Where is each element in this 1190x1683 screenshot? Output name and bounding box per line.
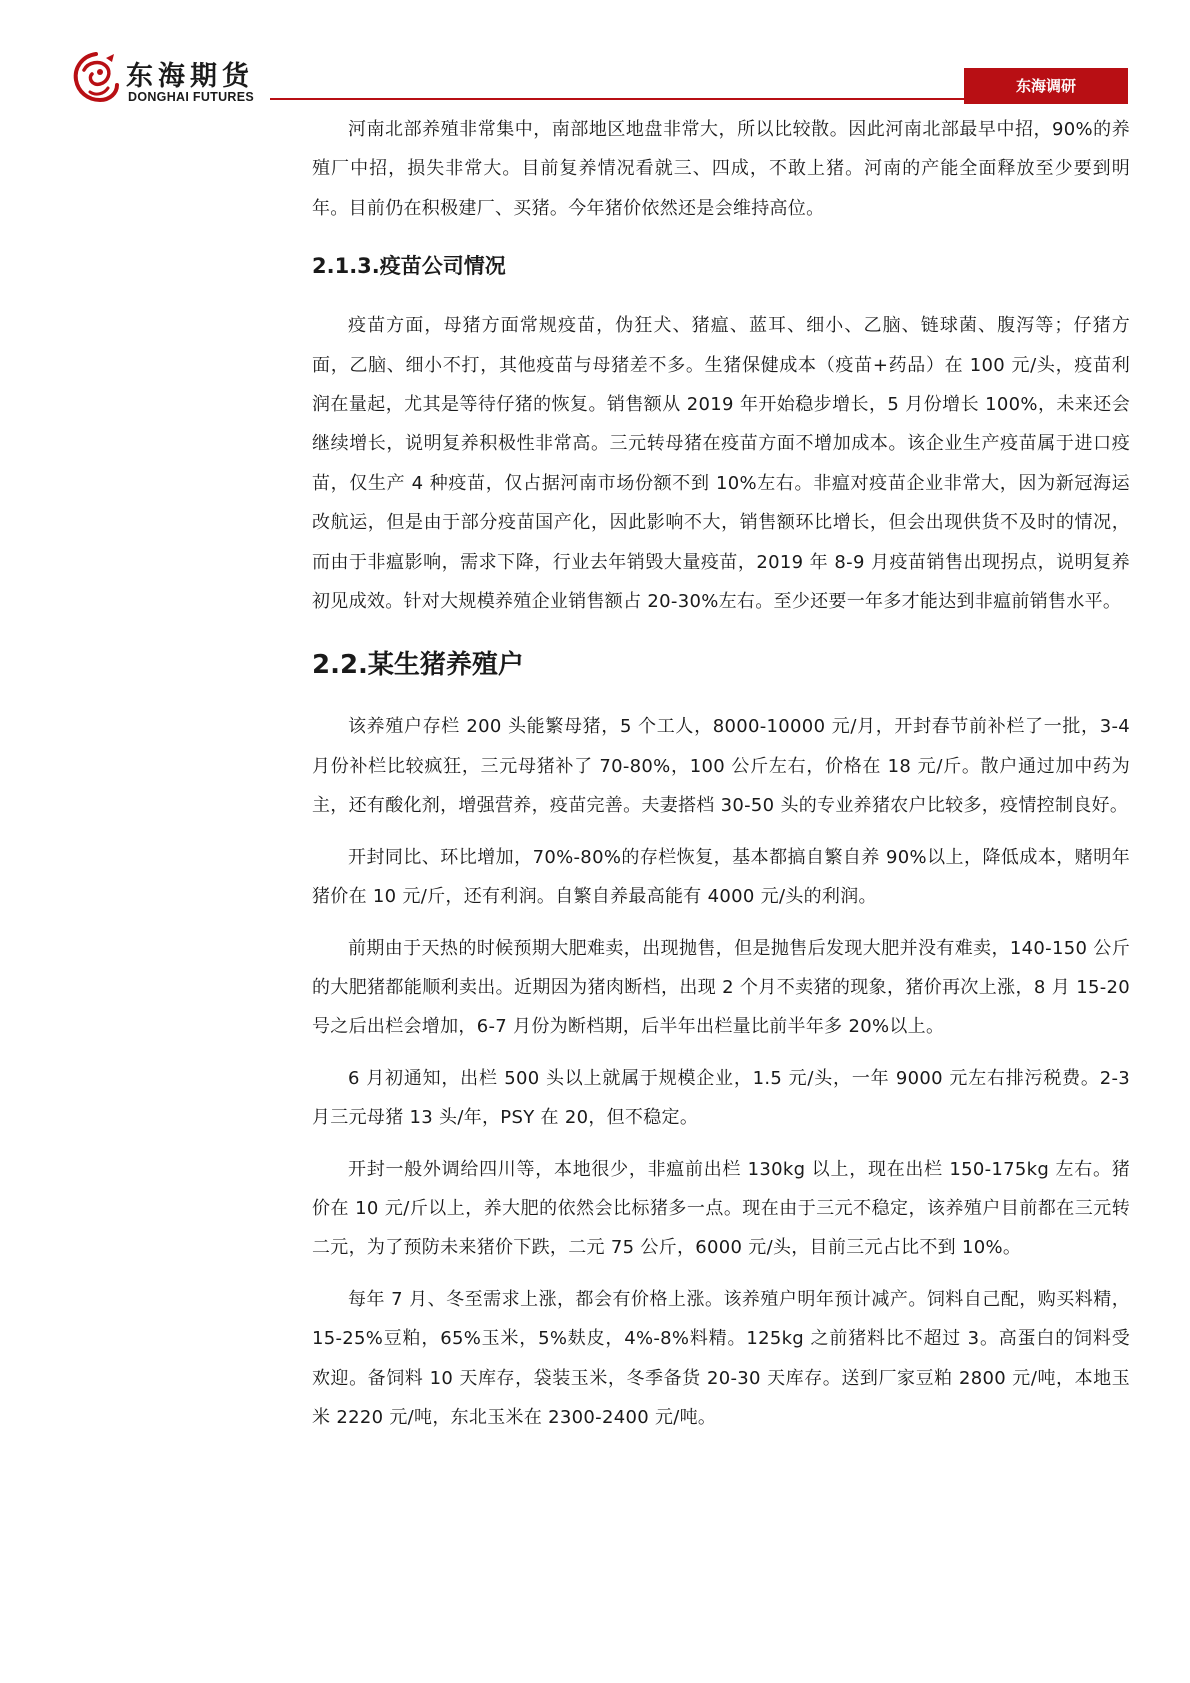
paragraph-feed: 每年 7 月、冬至需求上涨，都会有价格上涨。该养殖户明年预计减产。饲料自己配，购买料精，15-25%豆粕，65%玉米，5%麸皮，4%-8%料精。125kg 之前猪料比不超过 3。高蛋白的饲料受欢迎。备饲料 10 天库存，袋装玉米，冬季备货 20-30 天库存。送到厂家豆粕 2800 元/吨，本地玉米 2220 元/吨，东北玉米在 2300-2400 元/吨。 xyxy=(312,1288,1130,1428)
page-header xyxy=(0,0,1190,120)
report-body xyxy=(312,110,1130,1449)
brand-name-en: DONGHAI FUTURES xyxy=(128,90,255,104)
section-heading-pig-farmer: 2.2.某生猪养殖户 xyxy=(312,650,524,681)
report-type-tag: 东海调研 xyxy=(964,68,1128,104)
paragraph-fat-pig-sales: 前期由于天热的时候预期大肥难卖，出现抛售，但是抛售后发现大肥并没有难卖，140-150 公斤的大肥猪都能顺利卖出。近期因为猪肉断档，出现 2 个月不卖猪的现象，猪价再次上涨，8 月 15-20 号之后出栏会增加，6-7 月份为断档期，后半年出栏量比前半年多 20%以上。 xyxy=(312,937,1130,1038)
brand-name-cn: 东海期货 xyxy=(126,61,254,92)
paragraph-kaifeng-recovery: 开封同比、环比增加，70%-80%的存栏恢复，基本都搞自繁自养 90%以上，降低成本，赌明年猪价在 10 元/斤，还有利润。自繁自养最高能有 4000 元/头的利润。 xyxy=(312,846,1130,908)
paragraph-vaccine: 疫苗方面，母猪方面常规疫苗，伪狂犬、猪瘟、蓝耳、细小、乙脑、链球菌、腹泻等；仔猪方面，乙脑、细小不打，其他疫苗与母猪差不多。生猪保健成本（疫苗+药品）在 100 元/头，疫苗利润在量起，尤其是等待仔猪的恢复。销售额从 2019 年开始稳步增长，5 月份增长 100%，未来还会继续增长，说明复养积极性非常高。三元转母猪在疫苗方面不增加成本。该企业生产疫苗属于进口疫苗，仅生产 4 种疫苗，仅占据河南市场份额不到 10%左右。非瘟对疫苗企业非常大，因为新冠海运改航运，但是由于部分疫苗国产化，因此影响不大，销售额环比增长，但会出现供货不及时的情况，而由于非瘟影响，需求下降，行业去年销毁大量疫苗，2019 年 8-9 月疫苗销售出现拐点，说明复养初见成效。针对大规模养殖企业销售额占 20-30%左右。至少还要一年多才能达到非瘟前销售水平。 xyxy=(312,315,1130,613)
paragraph-scale-regulation: 6 月初通知，出栏 500 头以上就属于规模企业，1.5 元/头，一年 9000 元左右排污税费。2-3 月三元母猪 13 头/年，PSY 在 20，但不稳定。 xyxy=(312,1067,1130,1129)
dragon-logo-icon xyxy=(70,50,122,106)
section-heading-vaccine-company: 2.1.3.疫苗公司情况 xyxy=(312,254,506,279)
company-logo xyxy=(70,50,330,112)
paragraph-farmer-stock: 该养殖户存栏 200 头能繁母猪，5 个工人，8000-10000 元/月，开封春节前补栏了一批，3-4 月份补栏比较疯狂，三元母猪补了 70-80%，100 公斤左右，价格在 18 元/斤。散户通过加中药为主，还有酸化剂，增强营养，疫苗完善。夫妻搭档 30-50 头的专业养猪农户比较多，疫情控制良好。 xyxy=(312,716,1130,817)
paragraph-henan-breeding: 河南北部养殖非常集中，南部地区地盘非常大，所以比较散。因此河南北部最早中招，90%的养殖厂中招，损失非常大。目前复养情况看就三、四成，不敢上猪。河南的产能全面释放至少要到明年。目前仍在积极建厂、买猪。今年猪价依然还是会维持高位。 xyxy=(312,119,1130,219)
paragraph-kaifeng-export: 开封一般外调给四川等，本地很少，非瘟前出栏 130kg 以上，现在出栏 150-175kg 左右。猪价在 10 元/斤以上，养大肥的依然会比标猪多一点。现在由于三元不稳定，该养殖户目前都在三元转二元，为了预防未来猪价下跌，二元 75 公斤，6000 元/头，目前三元占比不到 10%。 xyxy=(312,1158,1130,1259)
